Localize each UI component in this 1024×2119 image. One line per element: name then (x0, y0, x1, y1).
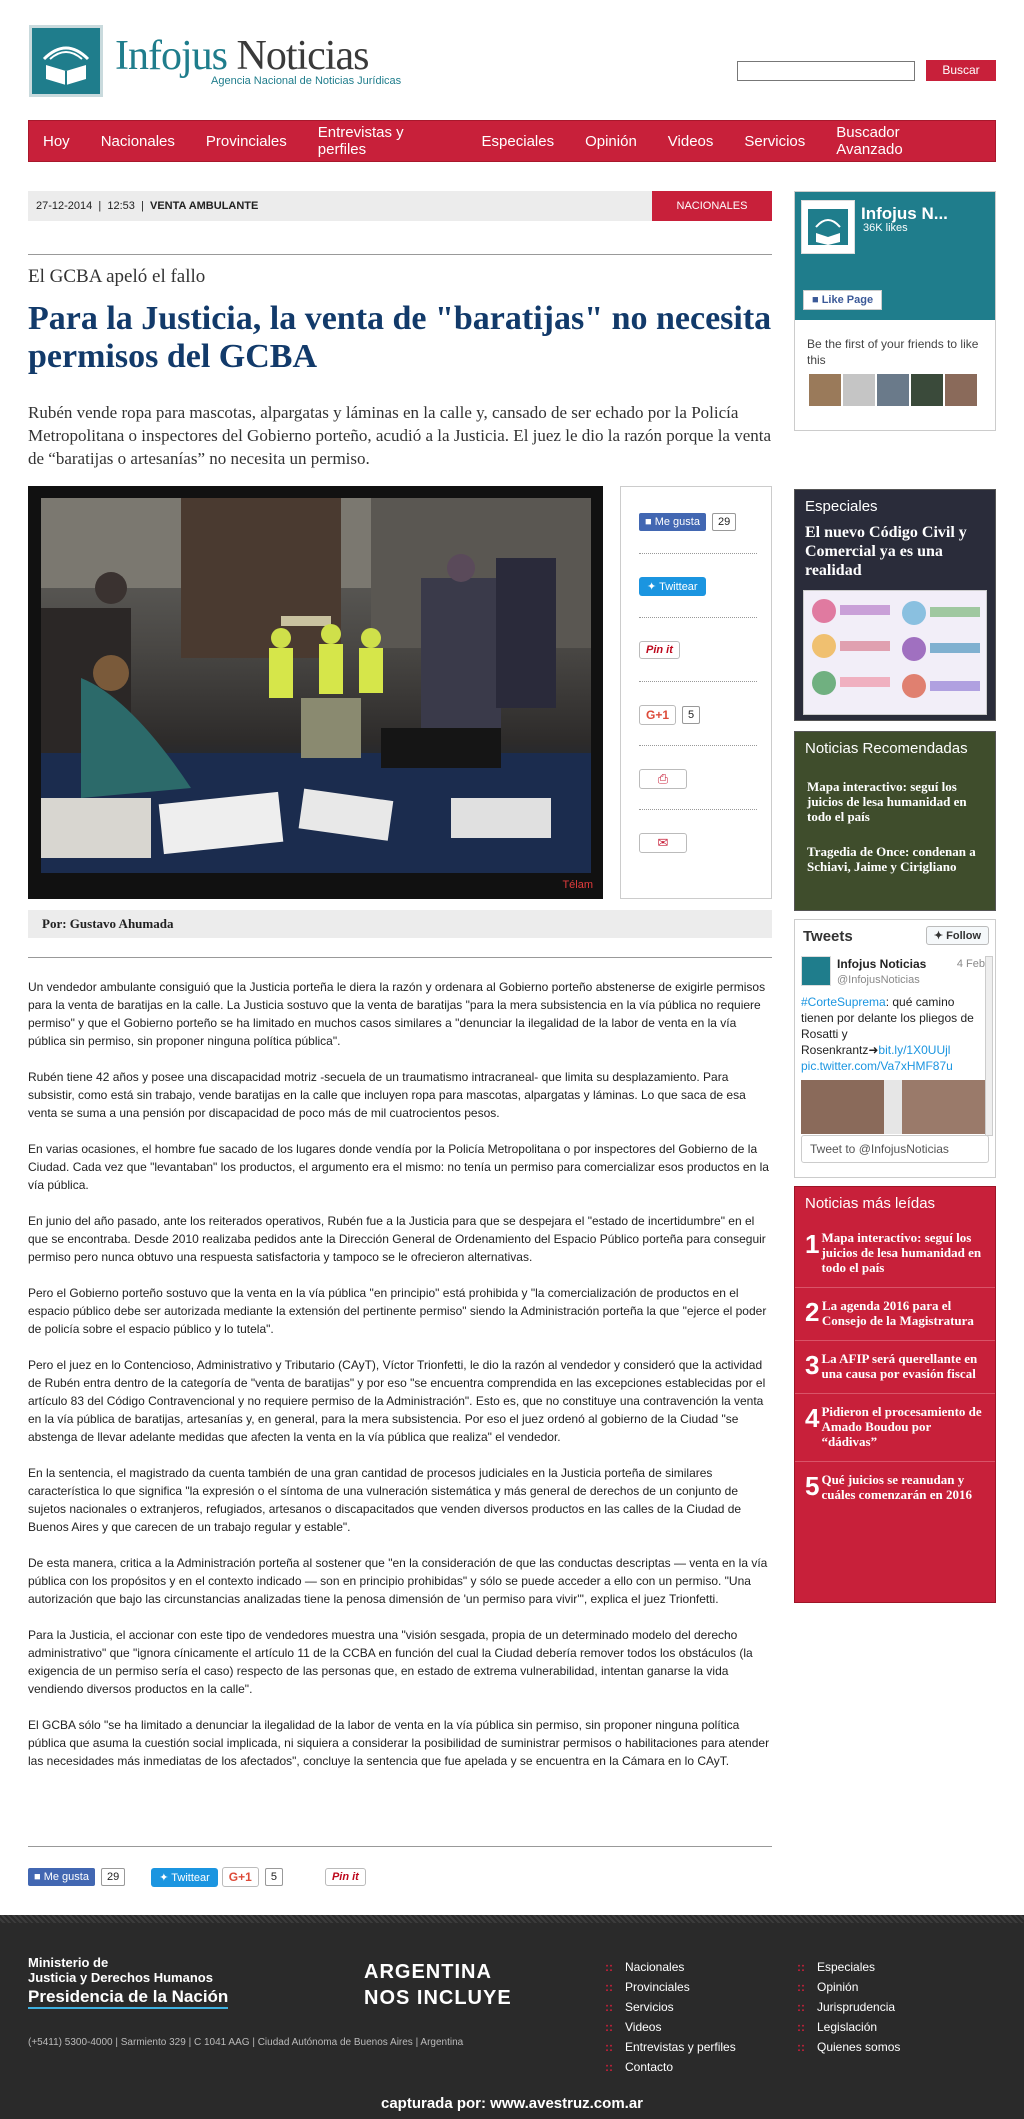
nav-buscador[interactable]: Buscador Avanzado (836, 124, 903, 158)
article-title: Para la Justicia, la venta de "baratijas" no necesita permisos del GCBA (28, 300, 772, 375)
twitter-widget (794, 919, 996, 1178)
article-meta: 27-12-2014 | 12:53 | VENTA AMBULANTE (28, 191, 652, 221)
twitter-share-button-bottom[interactable]: ✦ Twittear (151, 1868, 218, 1887)
article-paragraph: Rubén tiene 42 años y posee una discapacidad motriz -secuela de un traumatismo intracraneal- que limita su desplazamiento. Para subsistir, como está sin trabajo, vende baratijas en la calle que incluyen ropa para mascotas, alpargatas y láminas. Lo que saca de esa venta se suma a una pensión por discapacidad de poco más de mil cuatrocientos pesos. (28, 1070, 746, 1120)
mas-leidas-item[interactable]: 4 Pidieron el procesamiento de Amado Boudou por “dádivas” (795, 1400, 995, 1462)
share-panel (620, 486, 772, 899)
article-paragraph: Pero el Gobierno porteño sostuvo que la venta en la vía pública "en principio" está prohibida y "la comercialización de productos en el espacio público debe ser autorizada mediante la extensión del pertinente permiso" siendo la Administración porteña la que "ejerce el poder de policía sobre el espacio público y lo tutela". (28, 1286, 767, 1336)
avatar[interactable] (911, 374, 943, 406)
tweet-handle[interactable]: @InfojusNoticias (837, 974, 920, 986)
tweet-item (801, 956, 985, 1134)
footer-link[interactable]: :: Jurisprudencia (797, 1997, 900, 2017)
footer-link[interactable]: :: Opinión (797, 1977, 900, 1997)
nav-servicios[interactable]: Servicios (744, 132, 806, 150)
article-byline: Por: Gustavo Ahumada (28, 910, 772, 938)
mas-leidas-item[interactable]: 2 La agenda 2016 para el Consejo de la Magistratura (795, 1294, 995, 1341)
footer-links-col2 (797, 1957, 900, 2057)
google-plus-button[interactable]: G+1 (639, 705, 676, 725)
article-body (28, 978, 772, 1788)
mas-leidas-item[interactable]: 5 Qué juicios se reanudan y cuáles comenzarán en 2016 (805, 1471, 973, 1502)
fb-friend-avatars (795, 372, 995, 408)
google-plus-count: 5 (682, 706, 700, 724)
site-footer (0, 1915, 1024, 2119)
tweet-image[interactable] (801, 1080, 985, 1134)
tweet-link[interactable]: bit.ly/1X0UUjl (878, 1043, 951, 1057)
avatar[interactable] (877, 374, 909, 406)
footer-link[interactable]: :: Legislación (797, 2017, 900, 2037)
photo-credit: Télam (562, 879, 593, 891)
tweet-hashtag[interactable]: #CorteSuprema (801, 995, 886, 1009)
footer-link[interactable]: :: Entrevistas y perfiles (605, 2037, 736, 2057)
avatar[interactable] (945, 374, 977, 406)
article-paragraph: En la sentencia, el magistrado da cuenta también de una gran cantidad de procesos judiciales en la Justicia porteña de similares característica lo que significa "la expresión o el síntoma de una vulneración sistemática y más general de derechos de un conjunto de sujetos nacionales o extranjeros, refugiados, artesanos o discapacitados que venden diversos productos en las calles de la Ciudad de Buenos Aires y que carecen de un trabajo regular y estable". (28, 1466, 742, 1534)
nav-provinciales[interactable]: Provinciales (205, 132, 287, 150)
footer-link[interactable]: :: Nacionales (605, 1957, 736, 1977)
footer-link[interactable]: :: Servicios (605, 1997, 736, 2017)
fb-like-page-button[interactable]: ■ Like Page (803, 290, 882, 310)
nav-hoy[interactable]: Hoy (43, 132, 70, 150)
footer-link[interactable]: :: Especiales (797, 1957, 900, 1977)
tweet-date: 4 Feb (956, 958, 985, 970)
capture-watermark: capturada por: www.avestruz.com.ar (380, 2095, 644, 2112)
facebook-count: 29 (712, 513, 736, 531)
footer-link[interactable]: :: Videos (605, 2017, 736, 2037)
pinterest-button-bottom[interactable]: Pin it (325, 1868, 366, 1886)
nav-especiales[interactable]: Especiales (481, 132, 555, 150)
especiales-heading: Especiales (805, 498, 878, 515)
article-keyword[interactable]: VENTA AMBULANTE (150, 200, 259, 212)
email-icon[interactable]: ✉ (639, 833, 687, 853)
facebook-count-bottom: 29 (101, 1868, 125, 1886)
recomendada-link[interactable]: Mapa interactivo: seguí los juicios de lesa humanidad en todo el país (807, 779, 967, 824)
article-paragraph: El GCBA sólo "se ha limitado a denunciar la ilegalidad de la labor de venta en la vía pública sin permiso, sin proponer ninguna política pública que asuma la cuestión social implicada, ni siquiera a considerar la posibilidad de suministrar permisos o habilitaciones para atender las necesidades más inmediatas de los afectados", concluye la sentencia que fue apelada y se encuentra en la Cámara en lo CAyT. (28, 1718, 770, 1768)
article-paragraph: En junio del año pasado, ante los reiterados operativos, Rubén fue a la Justicia para que se despejara el "estado de incertidumbre" en el que se encontraba. Desde 2010 realizaba pedidos ante la Dirección General de Ordenamiento del Espacio Público porteña para conseguir permiso pero nunca obtuvo una respuesta satisfactoria y tampoco se le ofrecieron alternativas. (28, 1214, 766, 1264)
logo-brand: Infojus (115, 33, 227, 79)
search-button[interactable]: Buscar (926, 60, 996, 81)
tweet-avatar[interactable] (801, 956, 831, 986)
mas-leidas-panel (794, 1186, 996, 1603)
facebook-like-button[interactable]: ■ Me gusta (639, 513, 706, 531)
google-plus-button-bottom[interactable]: G+1 (222, 1867, 259, 1887)
especiales-title[interactable]: El nuevo Código Civil y Comercial ya es una realidad (805, 524, 967, 579)
category-badge[interactable]: NACIONALES (652, 191, 772, 221)
twitter-share-button[interactable]: ✦ Twittear (639, 577, 706, 596)
twitter-follow-button[interactable]: ✦ Follow (926, 926, 989, 945)
main-nav (28, 120, 996, 162)
article-photo (28, 486, 603, 899)
footer-link[interactable]: :: Quienes somos (797, 2037, 900, 2057)
print-icon[interactable]: ⎙ (639, 769, 687, 789)
facebook-like-button-bottom[interactable]: ■ Me gusta (28, 1868, 95, 1886)
avatar[interactable] (809, 374, 841, 406)
article-paragraph: Pero el juez en lo Contencioso, Administrativo y Tributario (CAyT), Víctor Trionfetti, le dio la razón al vendedor y consideró que la actividad de Rubén entra dentro de la categoría de "venta de baratijas" y por eso "se encuentra comprendida en las excepciones establecidas por el artículo 83 del Código Contravencional y no requiere permiso de la Administración". Esto es, que no constituye una contravención la venta en la vía pública de baratijas, artesanías y, en general, para la mera subsistencia. Por eso el juez ordenó al gobierno de la Ciudad "se abstenga de llevar adelante medidas que afecten la venta en la vía pública que realiza" el vendedor. (28, 1358, 766, 1444)
divider (28, 957, 772, 958)
pinterest-button[interactable]: Pin it (639, 641, 680, 659)
especiales-illustration[interactable] (803, 590, 987, 715)
ministry-logo[interactable]: Ministerio de Justicia y Derechos Humanos Presidencia de la Nación (28, 1955, 228, 2009)
fb-page-likes: 36K likes (863, 222, 908, 234)
footer-links-col1 (605, 1957, 736, 2077)
recomendada-link[interactable]: Tragedia de Once: condenan a Schiavi, Jaime y Cirigliano (807, 844, 976, 874)
article-time: 12:53 (107, 200, 135, 212)
nav-opinion[interactable]: Opinión (585, 132, 637, 150)
divider (28, 254, 772, 255)
article-paragraph: Un vendedor ambulante consiguió que la Justicia porteña le diera la razón y ordenara al Gobierno porteño abstenerse de exigirle permisos para la venta de baratijas en la calle. La Justicia sostuvo que la venta de baratijas "para la mera subsistencia en la vía pública no requiere permiso" y que el Gobierno porteño se ha limitado en muchos casos similares a "denunciar la ilegalidad de la labor de venta en la vía pública sin permiso, sin proponer ninguna política pública". (28, 980, 766, 1048)
tweets-scrollbar[interactable] (985, 956, 993, 1136)
divider (28, 1846, 772, 1847)
footer-address: (+5411) 5300-4000 | Sarmiento 329 | C 1041 AAG | Ciudad Autónoma de Buenos Aires | Argentina (28, 2037, 464, 2048)
search-input[interactable] (737, 61, 915, 81)
article-paragraph: Para la Justicia, el accionar con este tipo de vendedores muestra una "visión sesgada, propia de un determinado modelo del derecho administrativo" que "ignora cínicamente el artículo 11 de la CCBA en función del cual la Ciudad debería remover todos los obstáculos (la exigencia de un permiso sería el caso) respecto de las personas que, en estado de extrema vulnerabilidad, intentan ganarse la vida vendiendo diversos productos en la calle". (28, 1628, 753, 1696)
fb-page-thumb-icon[interactable] (801, 200, 855, 254)
especiales-panel (794, 489, 996, 721)
recomendadas-heading: Noticias Recomendadas (805, 740, 968, 757)
logo-tagline: Agencia Nacional de Noticias Jurídicas (211, 75, 402, 87)
logo-emblem-icon (29, 25, 103, 97)
tweet-author[interactable]: Infojus Noticias (837, 957, 927, 971)
site-logo[interactable] (29, 25, 401, 97)
footer-link[interactable]: :: Provinciales (605, 1977, 736, 1997)
mas-leidas-item[interactable]: 1 Mapa interactivo: seguí los juicios de lesa humanidad en todo el país (795, 1226, 995, 1288)
avatar[interactable] (843, 374, 875, 406)
photo-street-vendors (41, 498, 591, 873)
fb-friends-text: Be the first of your friends to like this (807, 337, 979, 367)
nav-videos[interactable]: Videos (667, 132, 714, 150)
mas-leidas-heading: Noticias más leídas (805, 1195, 936, 1212)
tweet-text: : qué camino tienen por delante los pliegos de Rosatti y Rosenkrantz➜ (801, 995, 974, 1057)
article-kicker: El GCBA apeló el fallo (28, 266, 206, 287)
logo-word: Noticias (236, 33, 369, 79)
article-paragraph: De esta manera, critica a la Administración porteña al sostener que "en la consideración de que las conductas descriptas — venta en la vía pública con los propósitos y en el contexto indicado — son en principio prohibidas" y sólo se puede acceder a ello con un permiso. "Una autorización que bajo las circunstancias analizadas tiene la penosa dimensión de 'un permiso para vivir'", explica el juez Trionfetti. (28, 1556, 768, 1606)
google-plus-count-bottom: 5 (265, 1868, 283, 1886)
bottom-share-bar (28, 1867, 366, 1887)
article-lead: Rubén vende ropa para mascotas, alpargatas y láminas en la calle y, cansado de ser echado por la Policía Metropolitana o inspectores del Gobierno porteño, acudió a la Justicia. El juez le dio la razón porque la venta de “baratijas o artesanías” no necesita un permiso. (28, 403, 772, 468)
tweet-to-input[interactable]: Tweet to @InfojusNoticias (801, 1135, 989, 1163)
nav-nacionales[interactable]: Nacionales (100, 132, 175, 150)
argentina-logo: ARGENTINA NOS INCLUYE (364, 1961, 512, 2009)
nav-entrevistas[interactable]: Entrevistas y perfiles (317, 124, 404, 158)
facebook-page-widget (794, 191, 996, 431)
footer-link[interactable]: :: Contacto (605, 2057, 736, 2077)
mas-leidas-item[interactable]: 3 La AFIP será querellante en una causa por evasión fiscal (795, 1347, 995, 1394)
tweet-pic-link[interactable]: pic.twitter.com/Va7xHMF87u (801, 1059, 953, 1073)
recomendadas-panel (794, 731, 996, 911)
tweets-heading: Tweets (803, 928, 853, 945)
fb-page-name[interactable]: Infojus N... (861, 204, 948, 223)
article-date: 27-12-2014 (36, 200, 93, 212)
article-paragraph: En varias ocasiones, el hombre fue sacado de los lugares donde vendía por la Policía Metropolitana o por inspectores del Gobierno de la Ciudad. Cada vez que "levantaban" los productos, el argumento era el mismo: no tenía un permiso para comercializar esos productos en la vía pública. (28, 1142, 769, 1192)
